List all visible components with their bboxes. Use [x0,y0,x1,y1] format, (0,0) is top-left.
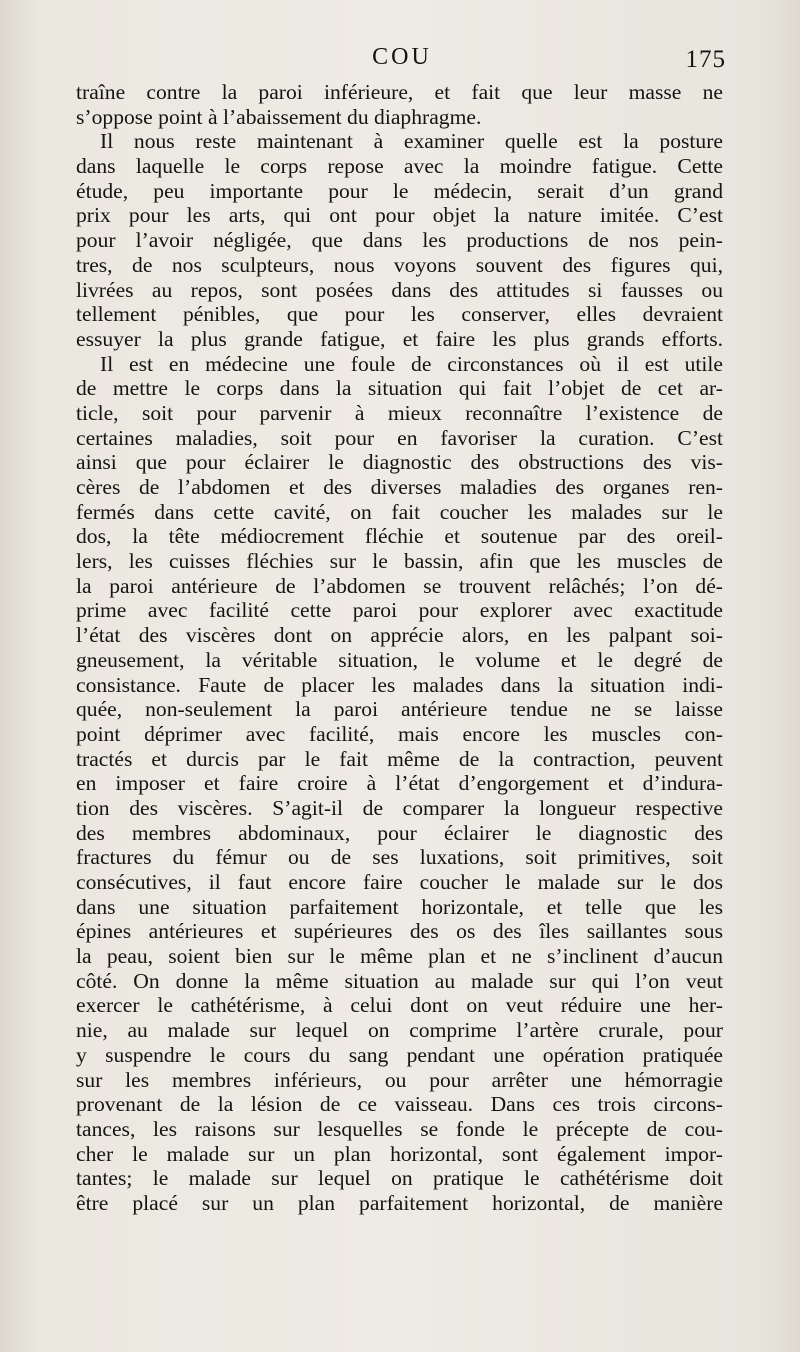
text-line: provenant de la lésion de ce vaisseau. Dans ces trois circons- [76,1092,723,1117]
text-line: fractures du fémur ou de ses luxations, soit primitives, soit [76,845,723,870]
text-line: dos, la tête médiocrement fléchie et soutenue par des oreil- [76,524,723,549]
text-line: la paroi antérieure de l’abdomen se trouvent relâchés; l’on dé- [76,573,723,598]
text-line: essuyer la plus grande fatigue, et faire les plus grands efforts. [76,326,723,351]
text-line: des membres abdominaux, pour éclairer le diagnostic des [76,820,723,845]
text-line: prime avec facilité cette paroi pour explorer avec exactitude [76,598,723,623]
text-line: ainsi que pour éclairer le diagnostic des obstructions des vis- [76,450,723,475]
text-line: tractés et durcis par le fait même de la contraction, peuvent [76,746,723,771]
text-line: certaines maladies, soit pour en favoriser la curation. C’est [76,425,723,450]
text-line: épines antérieures et supérieures des os des îles saillantes sous [76,919,723,944]
text-line: dans laquelle le corps repose avec la moindre fatigue. Cette [76,154,723,179]
page-number: 175 [685,46,726,73]
text-line: point déprimer avec facilité, mais encore les muscles con- [76,721,723,746]
text-line: y suspendre le cours du sang pendant une opération pratiquée [76,1042,723,1067]
running-head: COU [372,44,432,70]
text-line: tion des viscères. S’agit-il de comparer la longueur respective [76,795,723,820]
text-line: livrées au repos, sont posées dans des attitudes si fausses ou [76,277,723,302]
text-line: tres, de nos sculpteurs, nous voyons souvent des figures qui, [76,252,723,277]
text-line: de mettre le corps dans la situation qui fait l’objet de cet ar- [76,376,723,401]
text-line: sur les membres inférieurs, ou pour arrêter une hémorragie [76,1067,723,1092]
text-line: dans une situation parfaitement horizontale, et telle que les [76,894,723,919]
text-line: consécutives, il faut encore faire coucher le malade sur le dos [76,870,723,894]
text-line: étude, peu importante pour le médecin, serait d’un grand [76,178,723,203]
text-line: traîne contre la paroi inférieure, et fait que leur masse ne [76,80,723,104]
text-line: cher le malade sur un plan horizontal, sont également impor- [76,1141,723,1166]
text-line: en imposer et faire croire à l’état d’engorgement et d’indura- [76,771,723,796]
text-line: être placé sur un plan parfaitement horizontal, de manière [76,1190,723,1215]
text-line: tellement pénibles, que pour les conserver, elles devraient [76,302,723,327]
text-line: l’état des viscères dont on apprécie alors, en les palpant soi- [76,623,723,648]
text-line: pour l’avoir négligée, que dans les productions de nos pein- [76,228,723,253]
text-line: cères de l’abdomen et des diverses maladies des organes ren- [76,475,723,499]
text-line: lers, les cuisses fléchies sur le bassin, afin que les muscles de [76,549,723,574]
text-line: quée, non-seulement la paroi antérieure tendue ne se laisse [76,697,723,722]
text-line: s’oppose point à l’abaissement du diaphragme. [76,104,482,129]
text-line: Il est en médecine une foule de circonstances où il est utile [100,351,723,376]
text-line: nie, au malade sur lequel on comprime l’artère crurale, pour [76,1018,723,1043]
text-line: fermés dans cette cavité, on fait coucher les malades sur le [76,499,723,524]
text-line: gneusement, la véritable situation, le volume et le degré de [76,647,723,672]
text-line: la peau, soient bien sur le même plan et ne s’inclinent d’aucun [76,944,723,969]
text-line: tances, les raisons sur lesquelles se fonde le précepte de cou- [76,1116,723,1141]
page-header [78,44,726,78]
text-line: exercer le cathétérisme, à celui dont on veut réduire une her- [76,993,723,1018]
text-line: prix pour les arts, qui ont pour objet la nature imitée. C’est [76,203,723,228]
text-line: consistance. Faute de placer les malades dans la situation indi- [76,672,723,697]
body-text [76,80,723,1216]
text-line: côté. On donne la même situation au malade sur qui l’on veut [76,968,723,993]
text-line: tantes; le malade sur lequel on pratique le cathétérisme doit [76,1166,723,1191]
text-line: Il nous reste maintenant à examiner quelle est la posture [100,129,723,154]
text-line: ticle, soit pour parvenir à mieux reconnaître l’existence de [76,400,723,425]
